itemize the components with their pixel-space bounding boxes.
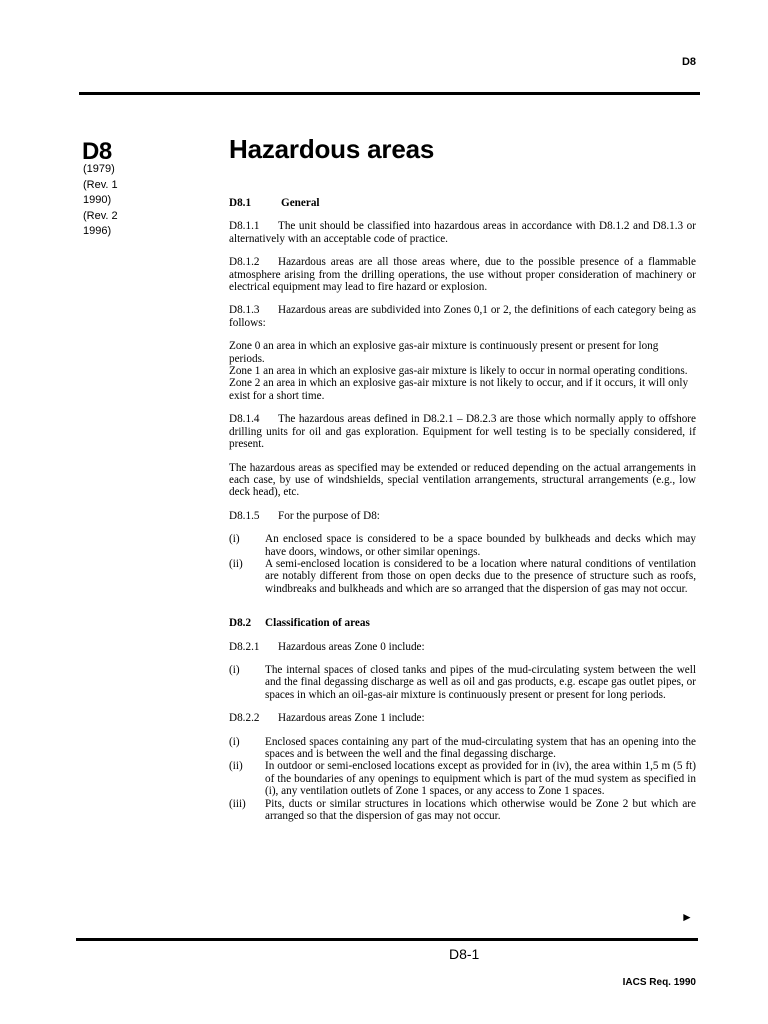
- zone-definitions: [229, 340, 696, 402]
- paragraph-d8-1-3: [229, 304, 696, 329]
- revision-line: (1979): [83, 163, 115, 175]
- paragraph-d8-1-5: [229, 510, 696, 522]
- paragraph-d8-1-2: [229, 256, 696, 293]
- clause-text: The unit should be classified into hazardous areas in accordance with D8.1.2 and D8.1.3 or alternatively with an acceptable code of practice.: [229, 220, 696, 245]
- clause-text: Hazardous areas are subdivided into Zones 0,1 or 2, the definitions of each category being as follows:: [229, 304, 696, 329]
- clause-text: Hazardous areas Zone 1 include:: [278, 712, 425, 725]
- item-label: (ii): [229, 760, 243, 773]
- section-title: Classification of areas: [265, 617, 370, 630]
- item-text: Enclosed spaces containing any part of the mud-circulating system that has an opening into the spaces and is between the well and the final degassing discharge.: [265, 735, 696, 760]
- paragraph-d8-2-2: [229, 712, 696, 724]
- paragraph-extension-note: The hazardous areas as specified may be extended or reduced depending on the actual arrangements in each case, by use of windshields, special ventilation arrangements, structural arrangements (e.g., low deck head), etc.: [229, 461, 696, 499]
- clause-number: D8.1.3: [229, 304, 260, 317]
- paragraph-d8-1-1: [229, 220, 696, 245]
- clause-number: D8.1.2: [229, 256, 260, 269]
- item-text: In outdoor or semi-enclosed locations except as provided for in (iv), the area within 1,5 m (5 ft) of the boundaries of any openings to equipment which is part of the mud system as specified in (i), any ventilation outlets of Zone 1 spaces, or any access to Zone 1 spaces.: [265, 760, 696, 798]
- document-id: D8: [82, 138, 112, 165]
- clause-text: The hazardous areas defined in D8.2.1 – D8.2.3 are those which normally apply to offshore drilling units for oil and gas exploration. Equipment for well testing is to be specially considered, if present.: [229, 413, 696, 451]
- zone-1-definition: Zone 1 an area in which an explosive gas-air mixture is likely to occur in normal operating conditions.: [229, 365, 688, 378]
- page-number: D8-1: [449, 946, 480, 962]
- clause-text: For the purpose of D8:: [278, 509, 380, 522]
- list-item: [229, 558, 696, 595]
- item-label: (i): [229, 533, 240, 546]
- section-heading-general: [229, 197, 696, 209]
- item-text: A semi-enclosed location is considered to be a location where natural conditions of ventilation are notably different from those on open decks due to the presence of structure such as roofs, windbreaks and bulkheads and which are so arranged that the dispersion of gas may not occur.: [265, 557, 696, 595]
- zone-0-definition: Zone 0 an area in which an explosive gas-air mixture is continuously present or present for long periods.: [229, 340, 659, 365]
- section-number: D8.1: [229, 197, 252, 209]
- paragraph-d8-2-1: [229, 641, 696, 653]
- revision-line: 1996): [83, 225, 112, 237]
- item-text: An enclosed space is considered to be a space bounded by bulkheads and decks which may have doors, windows, or other similar openings.: [265, 533, 696, 558]
- list-item: [229, 760, 696, 797]
- zone-1-list: [229, 736, 696, 823]
- top-divider: [79, 92, 700, 95]
- clause-text: Hazardous areas are all those areas where, due to the possible presence of a flammable atmosphere arising from the drilling operations, the use without proper consideration of machinery or electrical equipment may lead to fire hazard or explosion.: [229, 256, 696, 294]
- document-body: [229, 197, 696, 822]
- bottom-divider: [76, 938, 698, 941]
- section-title: General: [281, 197, 320, 209]
- item-text: Pits, ducts or similar structures in locations which otherwise would be Zone 2 but which are arranged so that the dispersion of gas may not occur.: [265, 797, 696, 823]
- item-label: (i): [229, 735, 240, 748]
- clause-number: D8.1.4: [229, 413, 260, 426]
- item-label: (i): [229, 663, 240, 676]
- list-item: [229, 533, 696, 558]
- item-label: (iii): [229, 797, 246, 810]
- header-doc-code: D8: [681, 56, 696, 68]
- list-item: [229, 736, 696, 761]
- clause-number: D8.1.1: [229, 220, 260, 233]
- clause-text: Hazardous areas Zone 0 include:: [278, 640, 425, 653]
- page-title: Hazardous areas: [229, 134, 435, 164]
- clause-number: D8.1.5: [229, 509, 260, 522]
- revision-history: [83, 162, 118, 240]
- next-page-arrow-icon[interactable]: ►: [681, 910, 693, 924]
- clause-number: D8.2.1: [229, 640, 260, 653]
- item-label: (ii): [229, 557, 243, 570]
- list-item: [229, 798, 696, 823]
- definitions-list: [229, 533, 696, 595]
- list-item: [229, 664, 696, 701]
- paragraph-d8-1-4: [229, 413, 696, 450]
- zone-2-definition: Zone 2 an area in which an explosive gas-air mixture is not likely to occur, and if it occurs, it will only exist for a short time.: [229, 377, 689, 402]
- footer-requirement: IACS Req. 1990: [622, 977, 696, 988]
- revision-line: (Rev. 2: [83, 209, 118, 222]
- zone-0-list: [229, 664, 696, 701]
- section-heading-classification: [229, 617, 696, 629]
- revision-line: (Rev. 1: [83, 178, 118, 191]
- section-number: D8.2: [229, 617, 252, 630]
- revision-line: 1990): [83, 194, 112, 206]
- clause-number: D8.2.2: [229, 712, 260, 725]
- item-text: The internal spaces of closed tanks and pipes of the mud-circulating system between the well and the final degassing discharge as well as oil and gas products, e.g. escape gas outlet pipes, or spaces in which an oil-gas-air mixture is continuously present or present for long periods.: [265, 663, 696, 701]
